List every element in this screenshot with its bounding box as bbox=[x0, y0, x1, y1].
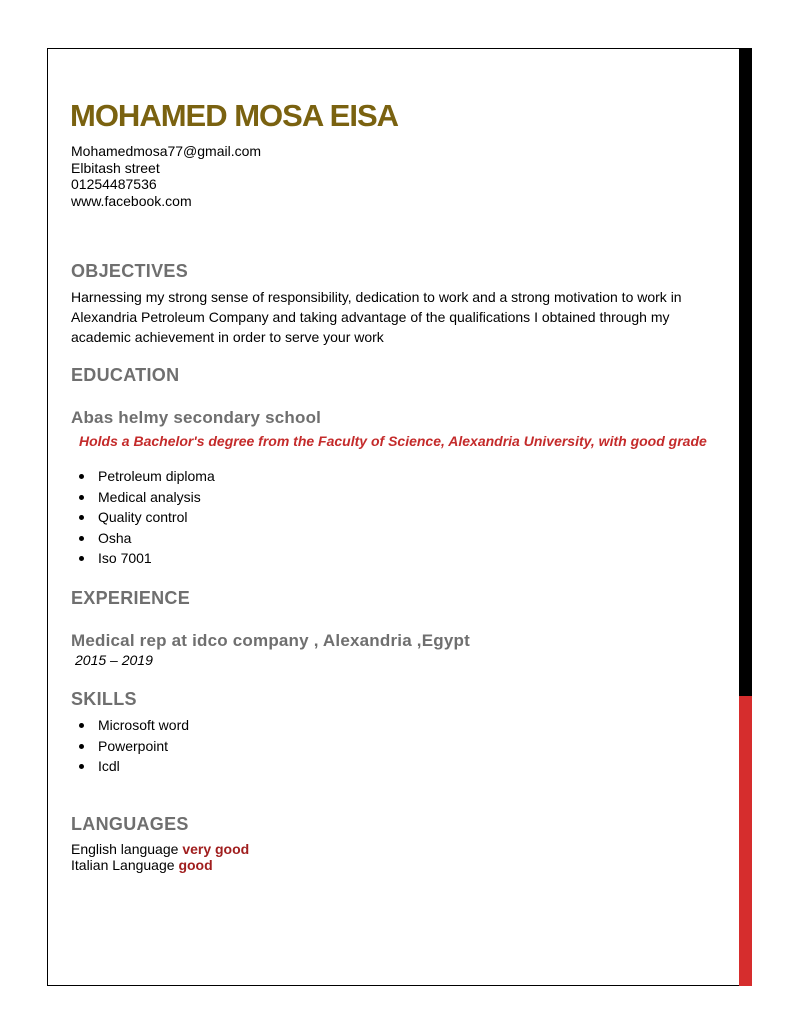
bullet-icon bbox=[79, 495, 84, 500]
skills-list bbox=[71, 715, 189, 777]
language-name: Italian Language bbox=[71, 857, 175, 873]
list-item: Petroleum diploma bbox=[71, 466, 215, 487]
side-bar-black bbox=[739, 48, 752, 696]
bullet-icon bbox=[79, 515, 84, 520]
job-title: Medical rep at idco company , Alexandria ,Egypt bbox=[71, 631, 470, 650]
objectives-heading: OBJECTIVES bbox=[71, 261, 189, 281]
education-heading: EDUCATION bbox=[71, 365, 180, 385]
bullet-icon bbox=[79, 474, 84, 479]
job-dates: 2015 – 2019 bbox=[75, 652, 153, 668]
language-row bbox=[71, 857, 213, 874]
language-row bbox=[71, 841, 249, 858]
list-item: Iso 7001 bbox=[71, 548, 215, 569]
school-name: Abas helmy secondary school bbox=[71, 408, 322, 427]
list-item: Microsoft word bbox=[71, 715, 189, 736]
languages-heading: LANGUAGES bbox=[71, 814, 189, 834]
side-bar-red bbox=[739, 696, 752, 986]
bullet-icon bbox=[79, 764, 84, 769]
email-text: Mohamedmosa77@gmail.com bbox=[71, 143, 262, 159]
degree-text: Holds a Bachelor's degree from the Faculty of Science, Alexandria University, with good grade bbox=[79, 433, 707, 449]
bullet-icon bbox=[79, 556, 84, 561]
bullet-icon bbox=[79, 536, 84, 541]
objectives-text: Harnessing my strong sense of responsibility, dedication to work and a strong motivation to work in Alexandria Petroleum Company and taking advantage of the qualifications I obtained through my academic achievement in order to serve your work bbox=[71, 289, 682, 345]
website-text: www.facebook.com bbox=[71, 192, 192, 209]
language-name: English language bbox=[71, 841, 179, 857]
list-item: Powerpoint bbox=[71, 736, 189, 757]
bullet-icon bbox=[79, 723, 84, 728]
bullet-icon bbox=[79, 744, 84, 749]
experience-heading: EXPERIENCE bbox=[71, 588, 191, 608]
list-item: Medical analysis bbox=[71, 487, 215, 508]
contact-info bbox=[71, 143, 261, 209]
language-level: good bbox=[178, 857, 213, 873]
list-item: Icdl bbox=[71, 756, 189, 777]
list-item: Quality control bbox=[71, 507, 215, 528]
skills-heading: SKILLS bbox=[71, 689, 137, 709]
list-item: Osha bbox=[71, 528, 215, 549]
education-list bbox=[71, 466, 215, 569]
language-level: very good bbox=[182, 841, 250, 857]
applicant-name: MOHAMED MOSA EISA bbox=[70, 98, 399, 133]
address-text: Elbitash street bbox=[71, 159, 160, 176]
phone-text: 01254487536 bbox=[71, 176, 157, 192]
